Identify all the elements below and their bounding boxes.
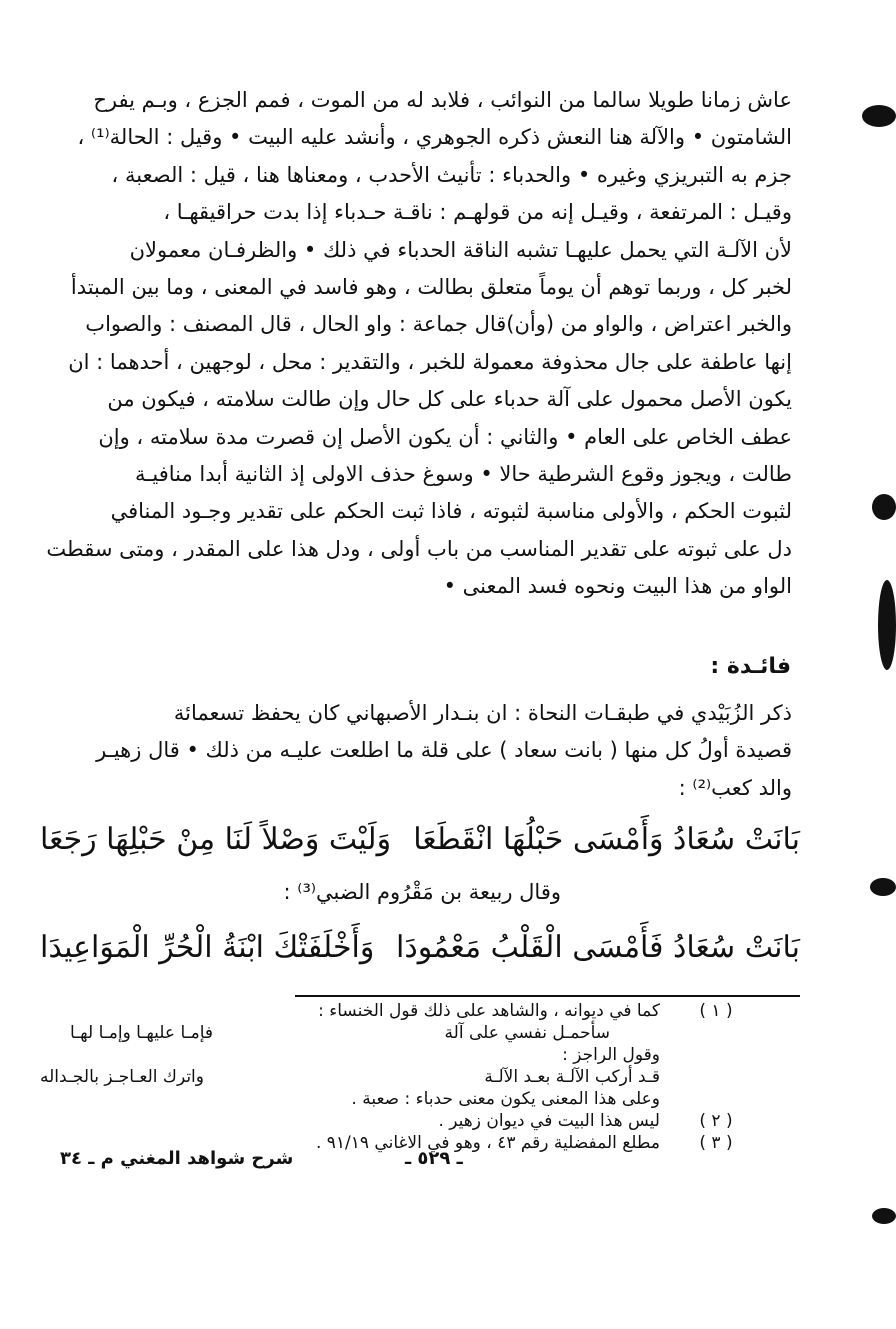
text-line: يكون الأصل محمول على آلة حدباء على كل حال وإن طالت سلامته ، فيكون من bbox=[107, 387, 792, 412]
footnote-number: ( ٢ ) bbox=[699, 1111, 733, 1131]
footnote-meaning bbox=[40, 1088, 740, 1110]
scan-edge-mark bbox=[872, 494, 896, 520]
verse-first-hemistich: بَانَتْ سُعَادُ فَأَمْسَى الْقَلْبُ مَعْمُودَا bbox=[396, 930, 800, 965]
footnote-verse-khansa bbox=[40, 1022, 740, 1044]
footnote-number: ( ٣ ) bbox=[699, 1133, 733, 1153]
verse-rabia bbox=[40, 930, 800, 990]
text-line: ذكر الزُبَيْدي في طبقـات النحاة : ان بنـدار الأصبهاني كان يحفظ تسعمائة bbox=[173, 701, 792, 725]
verse-second-hemistich: وَأَخْلَفَتْكَ ابْنَةُ الْحُرِّ الْمَوَاعِيدَا bbox=[40, 930, 375, 965]
footnote-divider bbox=[295, 995, 800, 997]
text-line: والخبر اعتراض ، والواو من (وأن)قال جماعة : واو الحال ، قال المصنف : والصواب bbox=[85, 312, 792, 337]
text-line: طالت ، ويجوز وقوع الشرطية حالا • وسوغ حذف الاولى إذ الثانية أبدا منافيـة bbox=[134, 462, 792, 487]
verse-first-hemistich: قـد أركب الآلـة بعـد الآلـة bbox=[484, 1067, 660, 1087]
text-line: عطف الخاص على العام • والثاني : أن يكون الأصل إن قصرت مدة سلامته ، وإن bbox=[98, 424, 792, 449]
footnote-text: وقول الراجز : bbox=[562, 1045, 660, 1065]
verse-second-hemistich: وَلَيْتَ وَصْلاً لَنَا مِنْ حَبْلِهَا رَجَعَا bbox=[40, 822, 392, 857]
text-line: لثبوت الحكم ، والأولى مناسبة لثبوته ، فاذا ثبت الحكم على تقدير وجـود المنافي bbox=[110, 499, 792, 524]
verse-intro: وقال ربيعة بن مَقْرُوم الضبي⁽³⁾ : bbox=[283, 880, 561, 904]
verse-zuhayr bbox=[40, 822, 800, 882]
text-line: الشامتون • والآلة هنا النعش ذكره الجوهري ، وأنشد عليه البيت • وقيل : الحالة⁽¹⁾ ، bbox=[77, 125, 792, 150]
text-line: جزم به التبريزي وغيره • والحدباء : تأنيث الأحدب ، ومعناها هنا ، قيل : الصعبة ، bbox=[111, 162, 792, 187]
verse-second-hemistich: فإمـا عليهـا وإمـا لهـا bbox=[70, 1023, 214, 1043]
scan-edge-mark bbox=[878, 580, 896, 670]
scan-edge-mark bbox=[870, 878, 896, 896]
text-line: لخبر كل ، وربما توهم أن يوماً متعلق بطالت ، وهو فاسد في المعنى ، وما بين المبتدأ bbox=[70, 275, 792, 300]
page-number: ـ ٥٢٩ ـ bbox=[405, 1148, 463, 1169]
footnote-text: كما في ديوانه ، والشاهد على ذلك قول الخنساء : bbox=[318, 1001, 660, 1021]
main-commentary bbox=[40, 82, 792, 606]
footnote-1 bbox=[40, 1000, 740, 1022]
verse-first-hemistich: سأحمـل نفسي على آلة bbox=[444, 1023, 610, 1043]
footnotes bbox=[40, 1000, 740, 1154]
footnote-text: ليس هذا البيت في ديوان زهير . bbox=[438, 1111, 660, 1131]
footnote-text: وعلى هذا المعنى يكون معنى حدباء : صعبة . bbox=[351, 1089, 660, 1109]
text-line: والد كعب⁽²⁾ : bbox=[678, 775, 792, 800]
text-line: لأن الآلـة التي يحمل عليهـا تشبه الناقة الحدباء في ذلك • والظرفـان معمولان bbox=[129, 237, 792, 262]
verse-second-hemistich: واترك العـاجـز بالجـداله bbox=[40, 1067, 204, 1087]
fawaid-heading: فائـدة : bbox=[710, 654, 791, 679]
text-line: قصيدة أولُ كل منها ( بانت سعاد ) على قلة ما اطلعت عليـه من ذلك • قال زهيـر bbox=[96, 738, 792, 763]
footnote-2 bbox=[40, 1110, 740, 1132]
verse-first-hemistich: بَانَتْ سُعَادُ وَأَمْسَى حَبْلُهَا انْقَطَعَا bbox=[413, 822, 800, 857]
book-title: شرح شواهد المغني م ـ ٣٤ bbox=[60, 1148, 294, 1169]
footnote-rajiz-intro bbox=[40, 1044, 740, 1066]
footnote-verse-rajiz bbox=[40, 1066, 740, 1088]
footnote-number: ( ١ ) bbox=[699, 1001, 733, 1021]
text-line: وقيـل : المرتفعة ، وقيـل إنه من قولهـم : ناقـة حـدباء إذا بدت حراقيقهـا ، bbox=[163, 200, 792, 225]
footnote-text: مطلع المفضلية رقم ٤٣ ، وهو في الاغاني ٩١/١٩ . bbox=[315, 1133, 660, 1153]
fawaid-paragraph bbox=[40, 695, 792, 807]
text-line: عاش زمانا طويلا سالما من النوائب ، فلابد له من الموت ، فمم الجزع ، وبـم يفرح bbox=[93, 88, 792, 112]
commentary-paragraph bbox=[40, 82, 792, 606]
text-line: الواو من هذا البيت ونحوه فسد المعنى • bbox=[443, 574, 792, 599]
page-footer bbox=[60, 1148, 760, 1176]
text-line: دل على ثبوته على تقدير المناسب من باب أولى ، ودل هذا على المقدر ، ومتى سقطت bbox=[46, 536, 792, 561]
scan-edge-mark bbox=[862, 105, 896, 127]
text-line: إنها عاطفة على جال محذوفة معمولة للخبر ، والتقدير : محل ، لوجهين ، أحدهما : ان bbox=[68, 349, 792, 374]
scan-edge-mark bbox=[872, 1208, 896, 1224]
